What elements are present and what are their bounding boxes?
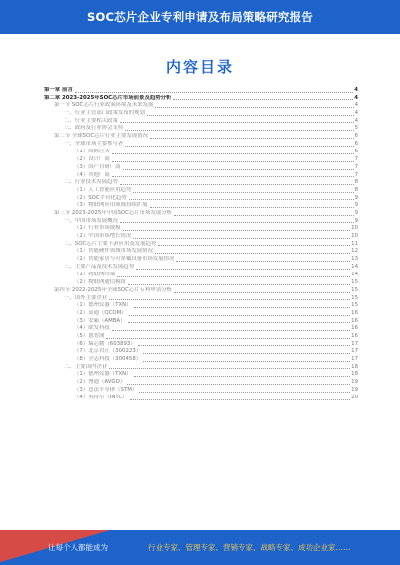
toc-entry[interactable] — [44, 141, 358, 149]
toc-leader-dots — [155, 107, 353, 108]
toc-page-number: 16 — [351, 309, 358, 316]
toc-page-number: 15 — [351, 294, 358, 301]
toc-leader-dots — [123, 169, 354, 170]
toc-leader-dots — [143, 361, 350, 362]
toc-leader-dots — [127, 384, 350, 385]
toc-page-number: 4 — [354, 102, 358, 109]
toc-page-number: 9 — [354, 210, 358, 216]
toc-entry[interactable] — [44, 118, 358, 126]
toc-entry-label: （2）物联网通信模组 — [74, 279, 126, 286]
toc-entry[interactable] — [44, 125, 358, 133]
toc-entry-label: 第二章 2023-2025年SOC芯片市场前景及趋势分析 — [44, 94, 172, 101]
toc-page-number: 16 — [351, 325, 358, 332]
toc-entry-label: 一、行业主管部门政策发布的规划 — [64, 110, 145, 117]
toc-page-number: 17 — [351, 340, 358, 347]
toc-entry[interactable] — [44, 395, 358, 403]
toc-page-number: 12 — [351, 248, 358, 255]
toc-page-number: 15 — [351, 286, 358, 293]
toc-leader-dots — [109, 299, 350, 300]
toc-entry[interactable] — [44, 264, 358, 272]
toc-entry[interactable] — [44, 102, 358, 110]
toc-entry-label: （1）物联网终端 — [74, 271, 116, 278]
toc-page-number: 19 — [351, 386, 358, 393]
toc-entry-label: （5）恩智浦 — [74, 333, 105, 339]
toc-leader-dots — [158, 245, 350, 246]
toc-page-number: 17 — [351, 356, 358, 363]
toc-entry-label: （7）北京君正（300223） — [74, 348, 142, 355]
toc-entry-label: 三、政府及行业协会支持 — [64, 125, 124, 132]
toc-page-number: 18 — [351, 363, 358, 370]
toc-leader-dots — [174, 292, 350, 293]
toc-entry-label: 一、国外主要企业 — [64, 294, 108, 301]
toc-page-number: 10 — [351, 233, 358, 240]
toc-entry[interactable] — [44, 325, 358, 333]
toc-leader-dots — [112, 161, 354, 162]
toc-entry[interactable] — [44, 133, 358, 141]
toc-page-number: 6 — [354, 148, 358, 155]
toc-entry-label: （2）高通（QCOM） — [74, 309, 127, 316]
toc-entry-label: （4）联发科技 — [74, 325, 110, 332]
toc-entry[interactable] — [44, 248, 358, 256]
toc-entry[interactable] — [44, 210, 358, 218]
toc-entry-label: 二、主要国内企业 — [64, 363, 108, 370]
toc-leader-dots — [133, 238, 350, 239]
toc-page-number: 9 — [354, 194, 358, 201]
toc-leader-dots — [173, 99, 353, 100]
toc-leader-dots — [176, 261, 350, 262]
toc-entry[interactable] — [44, 233, 358, 241]
toc-entry-label: 一、中国市场发展概况 — [64, 217, 118, 224]
toc-entry-label: （2）智能家居与可穿戴设备市场发展情况 — [74, 256, 175, 263]
toc-entry-label: 第一节 SOC芯片行业政策环境及未来发展 — [54, 102, 154, 109]
report-header — [0, 0, 400, 34]
toc-entry[interactable] — [44, 202, 358, 210]
toc-page-number: 6 — [354, 140, 358, 147]
toc-leader-dots — [150, 138, 354, 139]
toc-entry[interactable] — [44, 356, 358, 364]
toc-leader-dots — [106, 338, 350, 339]
toc-page-number: 4 — [354, 94, 358, 101]
toc-entry[interactable] — [44, 333, 358, 341]
toc-entry-label: （2）设计厂商 — [74, 156, 110, 163]
toc-leader-dots — [143, 353, 350, 354]
toc-leader-dots — [150, 207, 354, 208]
toc-entry-label: （6）瑞芯微（603893） — [74, 340, 136, 347]
toc-leader-dots — [125, 130, 353, 131]
toc-page-number: 14 — [351, 263, 358, 270]
toc-leader-dots — [128, 284, 350, 285]
toc-entry[interactable] — [44, 95, 358, 103]
toc-page-number: 8 — [354, 179, 358, 186]
toc-entry-label: （3）意法半导体（STM） — [74, 386, 138, 393]
toc-leader-dots — [128, 322, 351, 323]
toc-page-number: 13 — [351, 256, 358, 263]
toc-leader-dots — [133, 192, 353, 193]
toc-leader-dots — [155, 253, 350, 254]
toc-leader-dots — [129, 199, 354, 200]
toc-leader-dots — [147, 115, 354, 116]
toc-entry[interactable] — [44, 341, 358, 349]
toc-entry[interactable] — [44, 225, 358, 233]
toc-entry-label: （2）SOC平台化趋势 — [74, 194, 127, 201]
toc-page-number: 15 — [351, 279, 358, 286]
toc-entry[interactable] — [44, 179, 358, 187]
footer-banner — [0, 530, 400, 565]
toc-entry[interactable] — [44, 172, 358, 180]
toc-entry[interactable] — [44, 241, 358, 249]
toc-entry[interactable] — [44, 87, 358, 95]
toc-leader-dots — [174, 215, 354, 216]
toc-entry-label: （4）其他厂商 — [74, 171, 110, 178]
toc-page-number: 5 — [354, 125, 358, 132]
toc-page-number: 4 — [354, 110, 358, 117]
footer-slogan: 让每个人都能成为 — [48, 543, 108, 552]
toc-entry-label: 第四节 2022-2025年全球SOC芯片专利申请分析 — [54, 286, 172, 293]
footer-roles: 行业专家、管理专家、营销专家、战略专家、成功企业家…… — [148, 543, 351, 552]
toc-page-number: 8 — [354, 186, 358, 193]
toc-page-number: 7 — [354, 156, 358, 163]
toc-entry-label: （1）德州仪器（TXN） — [74, 371, 132, 378]
toc-entry-label: 第一章 前言 — [44, 87, 73, 93]
toc-entry[interactable] — [44, 156, 358, 164]
toc-page-number: 16 — [351, 333, 358, 339]
toc-entry-label: 第二节 全球SOC芯片行业主要发展情况 — [54, 133, 149, 140]
toc-leader-dots — [136, 269, 350, 270]
toc-leader-dots — [112, 176, 354, 177]
toc-entry[interactable] — [44, 295, 358, 303]
toc-entry-label: 二、行业主要相关政策 — [64, 117, 118, 124]
toc-page-number: 15 — [351, 302, 358, 309]
toc-entry[interactable] — [44, 279, 358, 287]
toc-leader-dots — [134, 376, 351, 377]
toc-page-number: 14 — [351, 271, 358, 278]
toc-entry-label: （3）物联网应用领域持续扩展 — [74, 202, 148, 209]
table-of-contents — [44, 87, 358, 402]
toc-entry-label: 二、SOC芯片主要下游应用及发展趋势 — [64, 240, 157, 247]
toc-leader-dots — [130, 399, 351, 400]
toc-entry-label: 二、行业技术发展趋势 — [64, 179, 118, 186]
toc-page-number: 4 — [354, 87, 358, 93]
toc-leader-dots — [134, 307, 351, 308]
toc-entry-label: （3）安霸（AMBA） — [74, 317, 126, 324]
toc-page-number: 20 — [351, 394, 358, 401]
toc-page-number: 18 — [351, 371, 358, 378]
toc-page-number: 10 — [351, 225, 358, 232]
toc-entry-label: （1）国际巨头 — [74, 148, 110, 155]
toc-leader-dots — [117, 276, 350, 277]
toc-entry-label: （1）人工智能应用趋势 — [74, 186, 132, 193]
toc-page-number: 17 — [351, 348, 358, 355]
toc-leader-dots — [112, 153, 354, 154]
toc-entry[interactable] — [44, 379, 358, 387]
toc-leader-dots — [120, 122, 354, 123]
toc-leader-dots — [125, 146, 353, 147]
toc-page-number: 9 — [354, 202, 358, 209]
report-title: SOC芯片企业专利申请及布局策略研究报告 — [87, 10, 313, 24]
toc-page-number: 9 — [354, 217, 358, 224]
toc-page-number: 19 — [351, 379, 358, 386]
toc-leader-dots — [112, 330, 350, 331]
toc-entry-label: （1）德州仪器（TXN） — [74, 302, 132, 309]
toc-entry[interactable] — [44, 110, 358, 118]
toc-entry-label: （2）中国市场增长情况 — [74, 233, 132, 240]
toc-entry[interactable] — [44, 371, 358, 379]
toc-entry-label: （3）国产自研厂商 — [74, 163, 121, 170]
toc-page-number: 7 — [354, 163, 358, 170]
toc-page-number: 6 — [354, 133, 358, 140]
toc-leader-dots — [75, 92, 353, 93]
toc-entry[interactable] — [44, 218, 358, 226]
toc-heading: 内容目录 — [165, 58, 234, 76]
toc-entry[interactable] — [44, 387, 358, 395]
toc-page-number: 4 — [354, 117, 358, 124]
toc-entry-label: （2）博通（AVGO） — [74, 379, 126, 386]
toc-entry[interactable] — [44, 310, 358, 318]
toc-leader-dots — [138, 345, 350, 346]
toc-entry[interactable] — [44, 187, 358, 195]
toc-entry[interactable] — [44, 272, 358, 280]
toc-leader-dots — [109, 368, 350, 369]
toc-entry-label: 第三节 2023-2025年中国SOC芯片市场发展分析 — [54, 210, 172, 216]
toc-entry[interactable] — [44, 364, 358, 372]
toc-leader-dots — [123, 230, 351, 231]
toc-page-number: 16 — [351, 317, 358, 324]
toc-entry[interactable] — [44, 348, 358, 356]
toc-entry-label: 三、主要产品及技术发展趋势 — [64, 263, 135, 270]
toc-entry-label: （8）全志科技（300458） — [74, 356, 142, 363]
toc-entry[interactable] — [44, 302, 358, 310]
toc-page-number: 11 — [351, 240, 358, 247]
toc-entry-label: （1）智能硬件领域市场发展情况 — [74, 248, 153, 255]
toc-entry[interactable] — [44, 195, 358, 203]
toc-page-number: 7 — [354, 171, 358, 178]
toc-entry-label: （4）英特尔（INTC） — [74, 394, 128, 401]
toc-entry-label: （1）行业市场规模 — [74, 225, 121, 232]
toc-entry[interactable] — [44, 287, 358, 295]
toc-leader-dots — [120, 222, 354, 223]
toc-entry[interactable] — [44, 164, 358, 172]
toc-leader-dots — [129, 315, 350, 316]
toc-leader-dots — [120, 184, 354, 185]
toc-entry-label: 一、全球市场主要参与者 — [64, 140, 124, 147]
toc-entry[interactable] — [44, 318, 358, 326]
toc-leader-dots — [139, 392, 350, 393]
toc-entry[interactable] — [44, 149, 358, 157]
toc-entry[interactable] — [44, 256, 358, 264]
